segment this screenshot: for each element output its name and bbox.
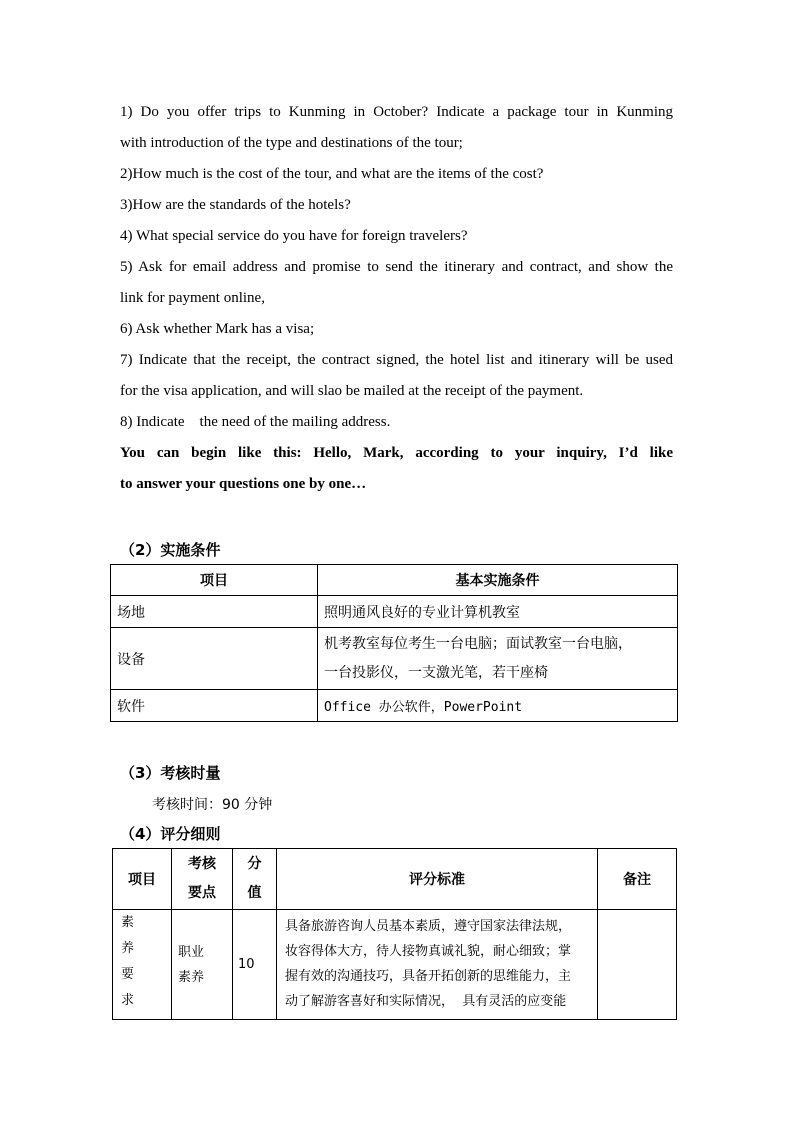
task-line: 3)How are the standards of the hotels? [120, 197, 351, 213]
row-score: 10 [233, 910, 277, 1020]
task-line: with introduction of the type and destinations of the tour; [120, 135, 463, 151]
table-row [111, 628, 678, 690]
task-line: 7) Indicate that the receipt, the contract signed, the hotel list and itinerary will be used [120, 352, 673, 368]
header-points: 考核 要点 [172, 849, 233, 910]
condition-line: 机考教室每位考生一台电脑；面试教室一台电脑， [324, 635, 632, 652]
row-item: 软件 [111, 690, 318, 722]
table-row [111, 596, 678, 628]
header-score: 分 值 [233, 849, 277, 910]
task-line: 4) What special service do you have for foreign travelers? [120, 228, 468, 244]
scoring-table [112, 848, 677, 1020]
task-line: link for payment online, [120, 290, 265, 306]
row-notes [598, 910, 677, 1020]
task-line: 2)How much is the cost of the tour, and what are the items of the cost? [120, 166, 544, 182]
table-row [111, 690, 678, 722]
row-condition [318, 628, 678, 690]
row-points: 职业 素养 [172, 910, 233, 1020]
header-item: 项目 [113, 849, 172, 910]
task-line: 1) Do you offer trips to Kunming in October? Indicate a package tour in Kunming [120, 104, 673, 120]
row-condition: Office 办公软件，PowerPoint [318, 690, 678, 722]
task-line: for the visa application, and will slao be mailed at the receipt of the payment. [120, 383, 584, 399]
row-item: 场地 [111, 596, 318, 628]
table-header-row [113, 849, 677, 910]
condition-line: 一台投影仪，一支激光笔，若干座椅 [324, 664, 548, 681]
task-line: 5) Ask for email address and promise to send the itinerary and contract, and show the [120, 259, 673, 275]
header-notes: 备注 [598, 849, 677, 910]
task-line: 6) Ask whether Mark has a visa; [120, 321, 315, 337]
time-text: 考核时间：90 分钟 [152, 797, 273, 813]
task-instructions [120, 97, 673, 500]
table-row [113, 910, 677, 1020]
scoring-heading: （4）评分细则 [120, 825, 221, 843]
row-item: 素 养 要 求 [113, 910, 172, 1020]
header-conditions: 基本实施条件 [318, 565, 678, 596]
row-criteria: 具备旅游咨询人员基本素质，遵守国家法律法规， 妆容得体大方，待人接物真诚礼貌，耐心细致；掌 握有效的沟通技巧，具备开拓创新的思维能力，主 动了解游客喜好和实际情况， 具有灵活的应变能 [277, 910, 598, 1020]
begin-line: You can begin like this: Hello, Mark, according to your inquiry, I’d like [120, 445, 673, 461]
header-criteria: 评分标准 [277, 849, 598, 910]
table-header-row [111, 565, 678, 596]
conditions-table [110, 564, 678, 722]
task-line: 8) Indicate the need of the mailing address. [120, 414, 391, 430]
time-heading: （3）考核时量 [120, 764, 221, 782]
row-item: 设备 [111, 628, 318, 690]
row-condition: 照明通风良好的专业计算机教室 [318, 596, 678, 628]
begin-line: to answer your questions one by one… [120, 476, 367, 492]
header-item: 项目 [111, 565, 318, 596]
conditions-heading: （2）实施条件 [120, 541, 221, 559]
